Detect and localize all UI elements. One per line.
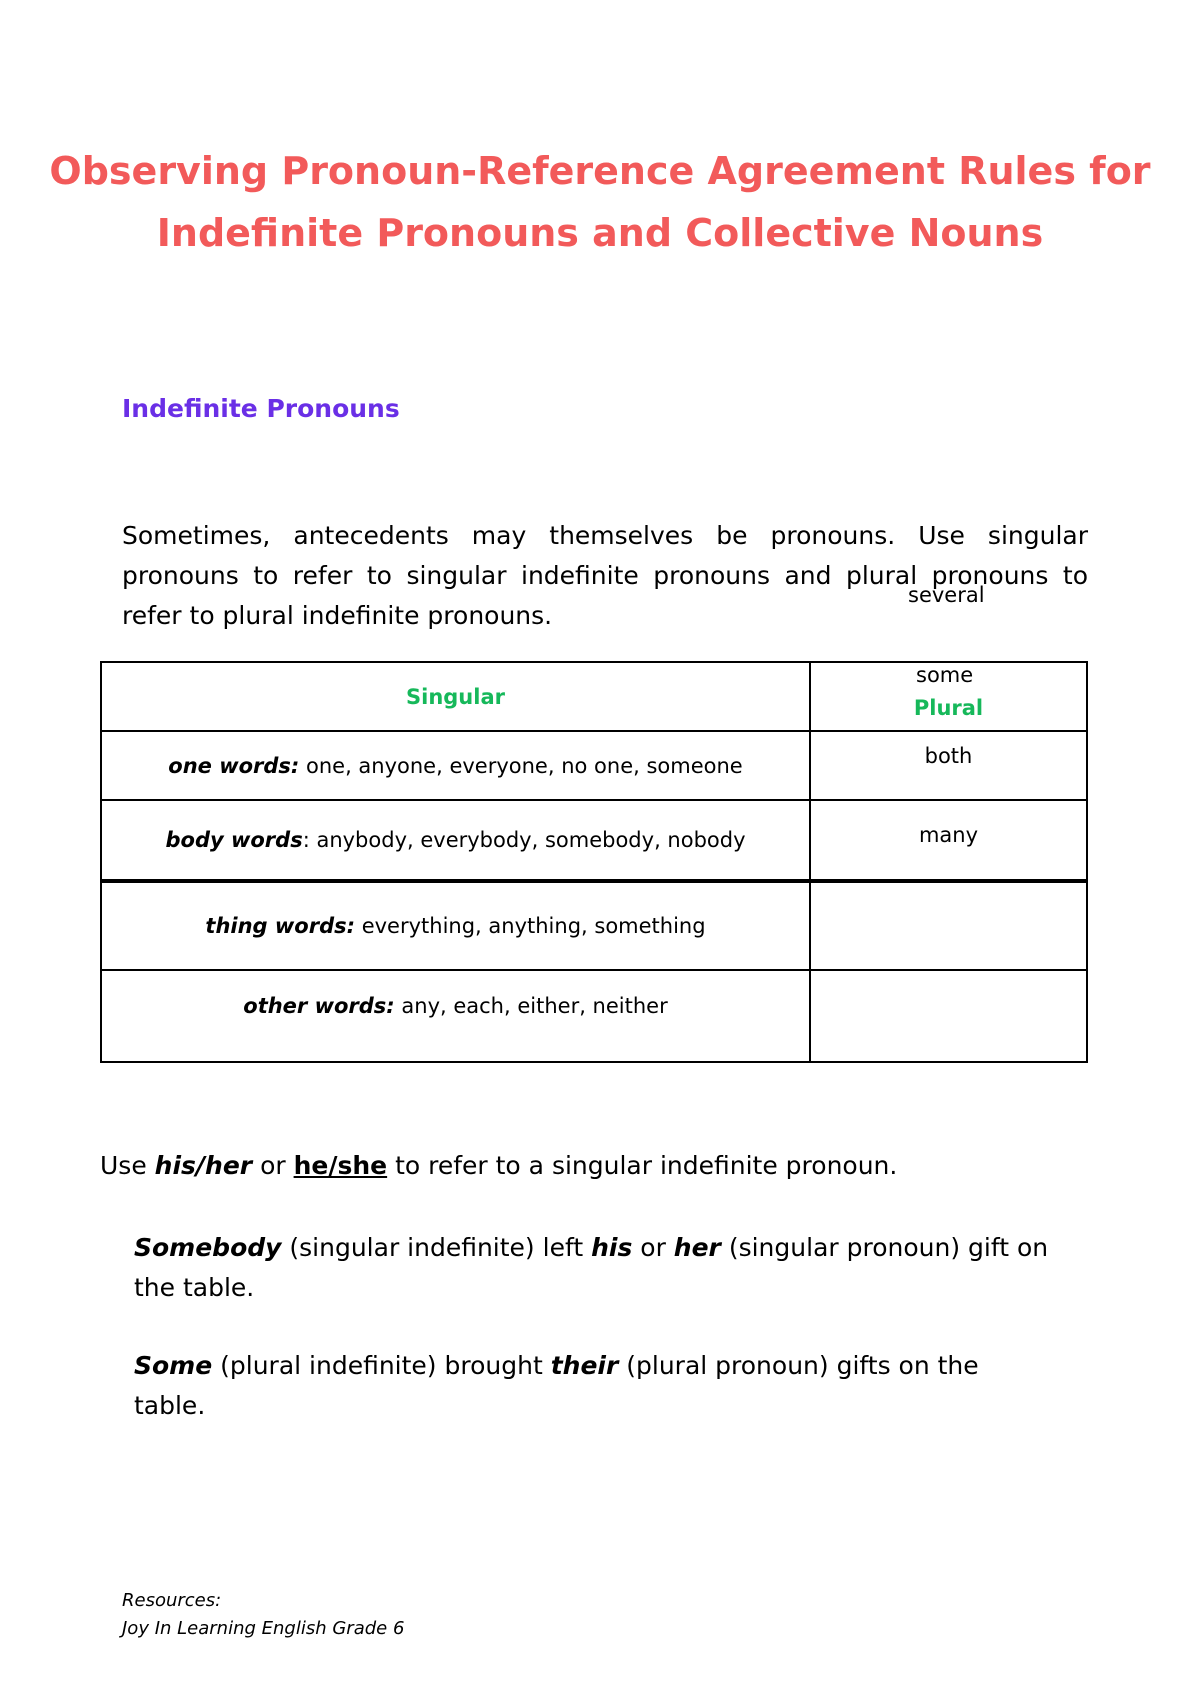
overlay-text-some: some (916, 663, 974, 687)
example2-their: their (550, 1351, 619, 1380)
row-text (205, 914, 705, 938)
example1-part1: (singular indefinite) left (281, 1233, 592, 1262)
table-row-plural-cell (809, 881, 1088, 971)
row-words: any, each, either, neither (394, 994, 668, 1018)
row-words: one, anyone, everyone, no one, someone (299, 753, 743, 778)
intro-paragraph: Sometimes, antecedents may themselves be pronouns. Use singular pronouns to refer to singular indefinite pronouns and plural pronouns to refer to plural indefinite pronouns. (122, 521, 1088, 630)
example2-part1: (plural indefinite) brought (212, 1351, 551, 1380)
row-label: thing words: (205, 914, 356, 938)
table-row-plural-cell (809, 799, 1088, 881)
header-singular: Singular (406, 684, 505, 709)
table-header-singular-cell (100, 661, 811, 732)
example1-her: her (673, 1233, 721, 1262)
row-text (168, 754, 742, 778)
rule-his-her: his/her (154, 1151, 253, 1180)
row-text (243, 994, 667, 1018)
row-words: : anybody, everybody, somebody, nobody (302, 828, 746, 852)
row-words: everything, anything, something (355, 914, 706, 938)
table-row (100, 881, 811, 971)
table-row (100, 799, 811, 881)
rule-or: or (252, 1151, 294, 1180)
plural-value: both (924, 744, 973, 768)
example1-part2: (singular pronoun) gift on the table. (134, 1233, 1049, 1302)
footer-resource-title: Joy In Learning English Grade 6 (122, 1618, 405, 1639)
row-label: body words (165, 828, 303, 852)
example-singular (134, 1228, 1054, 1308)
example1-his: his (591, 1233, 633, 1262)
rule-sentence (100, 1151, 897, 1180)
row-text (165, 828, 745, 852)
table-row (100, 969, 811, 1063)
example-plural (134, 1346, 1054, 1426)
example2-part2: (plural pronoun) gifts on the table. (134, 1351, 979, 1420)
table-row-plural-cell (809, 730, 1088, 801)
section-heading: Indefinite Pronouns (122, 394, 400, 423)
overlay-text-several: several (908, 583, 985, 607)
header-plural: Plural (913, 695, 984, 720)
rule-prefix: Use (100, 1151, 155, 1180)
page-title: Observing Pronoun-Reference Agreement Rules for Indefinite Pronouns and Collective Nouns (49, 149, 1151, 255)
footer-resources-label: Resources: (122, 1590, 222, 1611)
example2-subject: Some (134, 1351, 213, 1380)
row-label: one words: (168, 753, 300, 778)
example1-subject: Somebody (134, 1233, 282, 1262)
rule-he-she: he/she (293, 1151, 388, 1180)
plural-value: many (918, 823, 979, 847)
example1-or: or (632, 1233, 674, 1262)
table-row (100, 730, 811, 801)
table-row-plural-cell (809, 969, 1088, 1063)
rule-suffix: to refer to a singular indefinite pronoun. (387, 1151, 898, 1180)
row-label: other words: (243, 994, 395, 1018)
